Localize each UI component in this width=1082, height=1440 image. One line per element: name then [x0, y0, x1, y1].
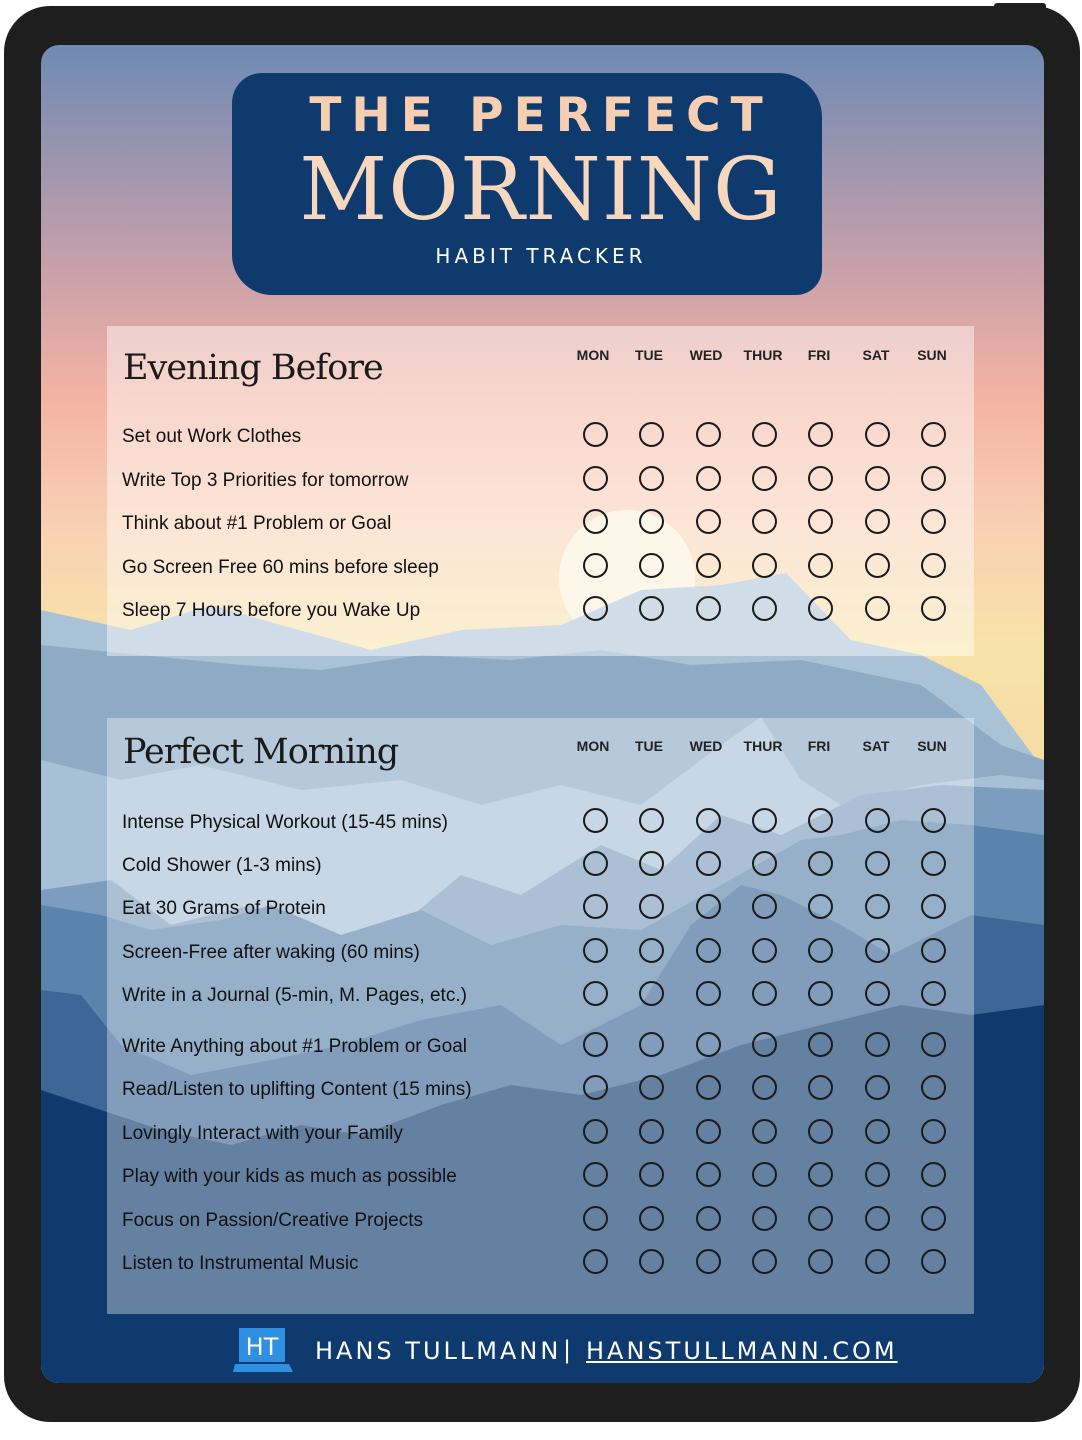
evening-before-section	[107, 326, 974, 656]
checkbox-fri[interactable]	[808, 1249, 833, 1274]
habit-row	[107, 470, 974, 504]
habit-label: Screen-Free after waking (60 mins)	[122, 942, 420, 963]
checkbox-fri[interactable]	[808, 1075, 833, 1100]
checkbox-sat[interactable]	[865, 596, 890, 621]
habit-row	[107, 1253, 974, 1287]
checkbox-thur[interactable]	[752, 596, 777, 621]
checkbox-fri[interactable]	[808, 894, 833, 919]
checkbox-sun[interactable]	[921, 1206, 946, 1231]
checkbox-tue[interactable]	[639, 1206, 664, 1231]
day-header-mon: MON	[576, 738, 610, 754]
checkbox-fri[interactable]	[808, 553, 833, 578]
checkbox-fri[interactable]	[808, 981, 833, 1006]
checkbox-fri[interactable]	[808, 851, 833, 876]
checkbox-sat[interactable]	[865, 1249, 890, 1274]
checkbox-fri[interactable]	[808, 808, 833, 833]
checkbox-sun[interactable]	[921, 466, 946, 491]
habit-row	[107, 812, 974, 846]
checkbox-thur[interactable]	[752, 1206, 777, 1231]
habit-row	[107, 1210, 974, 1244]
checkbox-sat[interactable]	[865, 1075, 890, 1100]
checkbox-fri[interactable]	[808, 1206, 833, 1231]
checkbox-mon[interactable]	[583, 1032, 608, 1057]
checkbox-sun[interactable]	[921, 1119, 946, 1144]
habit-row	[107, 1166, 974, 1200]
checkbox-wed[interactable]	[696, 981, 721, 1006]
habit-label: Go Screen Free 60 mins before sleep	[122, 556, 439, 578]
checkbox-sat[interactable]	[865, 894, 890, 919]
checkbox-fri[interactable]	[808, 1032, 833, 1057]
checkbox-sat[interactable]	[865, 1119, 890, 1144]
checkbox-sat[interactable]	[865, 553, 890, 578]
checkbox-sun[interactable]	[921, 1162, 946, 1187]
day-header-thur: THUR	[743, 347, 783, 363]
title-habit-tracker: HABIT TRACKER	[435, 244, 647, 268]
checkbox-wed[interactable]	[696, 1119, 721, 1144]
checkbox-mon[interactable]	[583, 1075, 608, 1100]
checkbox-wed[interactable]	[696, 1249, 721, 1274]
habit-row	[107, 513, 974, 547]
day-header-sat: SAT	[862, 347, 890, 363]
checkbox-mon[interactable]	[583, 466, 608, 491]
checkbox-sun[interactable]	[921, 808, 946, 833]
checkbox-thur[interactable]	[752, 1075, 777, 1100]
checkbox-tue[interactable]	[639, 938, 664, 963]
power-button	[994, 3, 1046, 10]
checkbox-wed[interactable]	[696, 466, 721, 491]
checkbox-mon[interactable]	[583, 553, 608, 578]
checkbox-sat[interactable]	[865, 1032, 890, 1057]
habit-label: Lovingly Interact with your Family	[122, 1123, 403, 1144]
checkbox-mon[interactable]	[583, 938, 608, 963]
checkbox-wed[interactable]	[696, 509, 721, 534]
checkbox-fri[interactable]	[808, 509, 833, 534]
checkbox-sat[interactable]	[865, 938, 890, 963]
habit-row	[107, 855, 974, 889]
habit-row	[107, 1079, 974, 1113]
checkbox-sun[interactable]	[921, 1249, 946, 1274]
habit-label: Write Top 3 Priorities for tomorrow	[122, 469, 409, 491]
checkbox-wed[interactable]	[696, 894, 721, 919]
habit-label: Think about #1 Problem or Goal	[122, 513, 392, 534]
checkbox-thur[interactable]	[752, 466, 777, 491]
habit-label: Play with your kids as much as possible	[122, 1166, 457, 1187]
checkbox-tue[interactable]	[639, 851, 664, 876]
habit-label: Cold Shower (1-3 mins)	[122, 855, 322, 876]
ht-logo-icon	[233, 1326, 293, 1374]
checkbox-wed[interactable]	[696, 808, 721, 833]
habit-label: Listen to Instrumental Music	[122, 1253, 359, 1274]
checkbox-wed[interactable]	[696, 851, 721, 876]
checkbox-mon[interactable]	[583, 1249, 608, 1274]
checkbox-thur[interactable]	[752, 1162, 777, 1187]
checkbox-wed[interactable]	[696, 596, 721, 621]
checkbox-wed[interactable]	[696, 553, 721, 578]
checkbox-wed[interactable]	[696, 1206, 721, 1231]
checkbox-tue[interactable]	[639, 1075, 664, 1100]
checkbox-mon[interactable]	[583, 509, 608, 534]
checkbox-sun[interactable]	[921, 1032, 946, 1057]
checkbox-mon[interactable]	[583, 422, 608, 447]
checkbox-tue[interactable]	[639, 894, 664, 919]
checkbox-sun[interactable]	[921, 553, 946, 578]
checkbox-thur[interactable]	[752, 938, 777, 963]
checkbox-sun[interactable]	[921, 938, 946, 963]
checkbox-wed[interactable]	[696, 1032, 721, 1057]
habit-label: Write in a Journal (5-min, M. Pages, etc.)	[122, 985, 467, 1006]
logo-text: HT	[245, 1333, 279, 1361]
habit-row	[107, 1036, 974, 1070]
checkbox-fri[interactable]	[808, 1119, 833, 1144]
checkbox-fri[interactable]	[808, 422, 833, 447]
checkbox-fri[interactable]	[808, 1162, 833, 1187]
checkbox-mon[interactable]	[583, 1119, 608, 1144]
checkbox-sat[interactable]	[865, 981, 890, 1006]
checkbox-thur[interactable]	[752, 1119, 777, 1144]
checkbox-wed[interactable]	[696, 422, 721, 447]
habit-row	[107, 557, 974, 591]
footer-name: HANS TULLMANN	[315, 1337, 562, 1365]
habit-row	[107, 898, 974, 932]
day-header-sun: SUN	[917, 347, 947, 363]
habit-row	[107, 942, 974, 976]
checkbox-thur[interactable]	[752, 808, 777, 833]
checkbox-tue[interactable]	[639, 981, 664, 1006]
checkbox-mon[interactable]	[583, 596, 608, 621]
checkbox-tue[interactable]	[639, 596, 664, 621]
checkbox-fri[interactable]	[808, 596, 833, 621]
habit-label: Eat 30 Grams of Protein	[122, 898, 326, 919]
checkbox-sat[interactable]	[865, 1162, 890, 1187]
habit-label: Intense Physical Workout (15-45 mins)	[122, 812, 448, 833]
checkbox-thur[interactable]	[752, 851, 777, 876]
habit-row	[107, 985, 974, 1019]
checkbox-wed[interactable]	[696, 938, 721, 963]
day-header-sun: SUN	[917, 738, 947, 754]
checkbox-tue[interactable]	[639, 509, 664, 534]
habit-label: Sleep 7 Hours before you Wake Up	[122, 600, 421, 621]
checkbox-thur[interactable]	[752, 422, 777, 447]
checkbox-sat[interactable]	[865, 509, 890, 534]
checkbox-tue[interactable]	[639, 466, 664, 491]
day-header-fri: FRI	[807, 738, 831, 754]
checkbox-mon[interactable]	[583, 981, 608, 1006]
checkbox-sat[interactable]	[865, 422, 890, 447]
day-header-thur: THUR	[743, 738, 783, 754]
checkbox-sun[interactable]	[921, 509, 946, 534]
checkbox-mon[interactable]	[583, 894, 608, 919]
checkbox-tue[interactable]	[639, 808, 664, 833]
checkbox-mon[interactable]	[583, 1206, 608, 1231]
checkbox-tue[interactable]	[639, 1032, 664, 1057]
checkbox-tue[interactable]	[639, 1249, 664, 1274]
checkbox-sun[interactable]	[921, 422, 946, 447]
checkbox-wed[interactable]	[696, 1075, 721, 1100]
habit-label: Set out Work Clothes	[122, 426, 302, 447]
section-title-morning: Perfect Morning	[123, 732, 399, 772]
footer-website-link[interactable]: HANSTULLMANN.COM	[586, 1337, 898, 1365]
footer-separator: |	[563, 1336, 572, 1364]
footer	[233, 1326, 933, 1374]
day-header-fri: FRI	[807, 347, 831, 363]
habit-row	[107, 1123, 974, 1157]
checkbox-mon[interactable]	[583, 1162, 608, 1187]
checkbox-fri[interactable]	[808, 466, 833, 491]
checkbox-thur[interactable]	[752, 894, 777, 919]
checkbox-mon[interactable]	[583, 808, 608, 833]
checkbox-thur[interactable]	[752, 1249, 777, 1274]
perfect-morning-section	[107, 718, 974, 1314]
day-header-mon: MON	[576, 347, 610, 363]
checkbox-thur[interactable]	[752, 509, 777, 534]
checkbox-wed[interactable]	[696, 1162, 721, 1187]
checkbox-sun[interactable]	[921, 981, 946, 1006]
checkbox-tue[interactable]	[639, 553, 664, 578]
day-header-wed: WED	[689, 347, 723, 363]
habit-row	[107, 426, 974, 460]
checkbox-sun[interactable]	[921, 596, 946, 621]
checkbox-tue[interactable]	[639, 1162, 664, 1187]
day-header-tue: TUE	[635, 738, 663, 754]
section-title-evening: Evening Before	[123, 348, 383, 388]
checkbox-tue[interactable]	[639, 1119, 664, 1144]
checkbox-sat[interactable]	[865, 1206, 890, 1231]
checkbox-thur[interactable]	[752, 981, 777, 1006]
checkbox-sun[interactable]	[921, 894, 946, 919]
checkbox-sat[interactable]	[865, 808, 890, 833]
day-header-sat: SAT	[862, 738, 890, 754]
day-header-tue: TUE	[635, 347, 663, 363]
day-header-wed: WED	[689, 738, 723, 754]
checkbox-sun[interactable]	[921, 851, 946, 876]
checkbox-thur[interactable]	[752, 553, 777, 578]
checkbox-tue[interactable]	[639, 422, 664, 447]
habit-label: Read/Listen to uplifting Content (15 mins)	[122, 1079, 472, 1100]
checkbox-sat[interactable]	[865, 466, 890, 491]
checkbox-thur[interactable]	[752, 1032, 777, 1057]
checkbox-mon[interactable]	[583, 851, 608, 876]
checkbox-sun[interactable]	[921, 1075, 946, 1100]
checkbox-fri[interactable]	[808, 938, 833, 963]
habit-row	[107, 600, 974, 634]
title-morning: MORNING	[299, 140, 783, 240]
checkbox-sat[interactable]	[865, 851, 890, 876]
habit-label: Focus on Passion/Creative Projects	[122, 1210, 423, 1231]
title-the-perfect: THE PERFECT	[309, 88, 773, 143]
habit-label: Write Anything about #1 Problem or Goal	[122, 1036, 468, 1057]
